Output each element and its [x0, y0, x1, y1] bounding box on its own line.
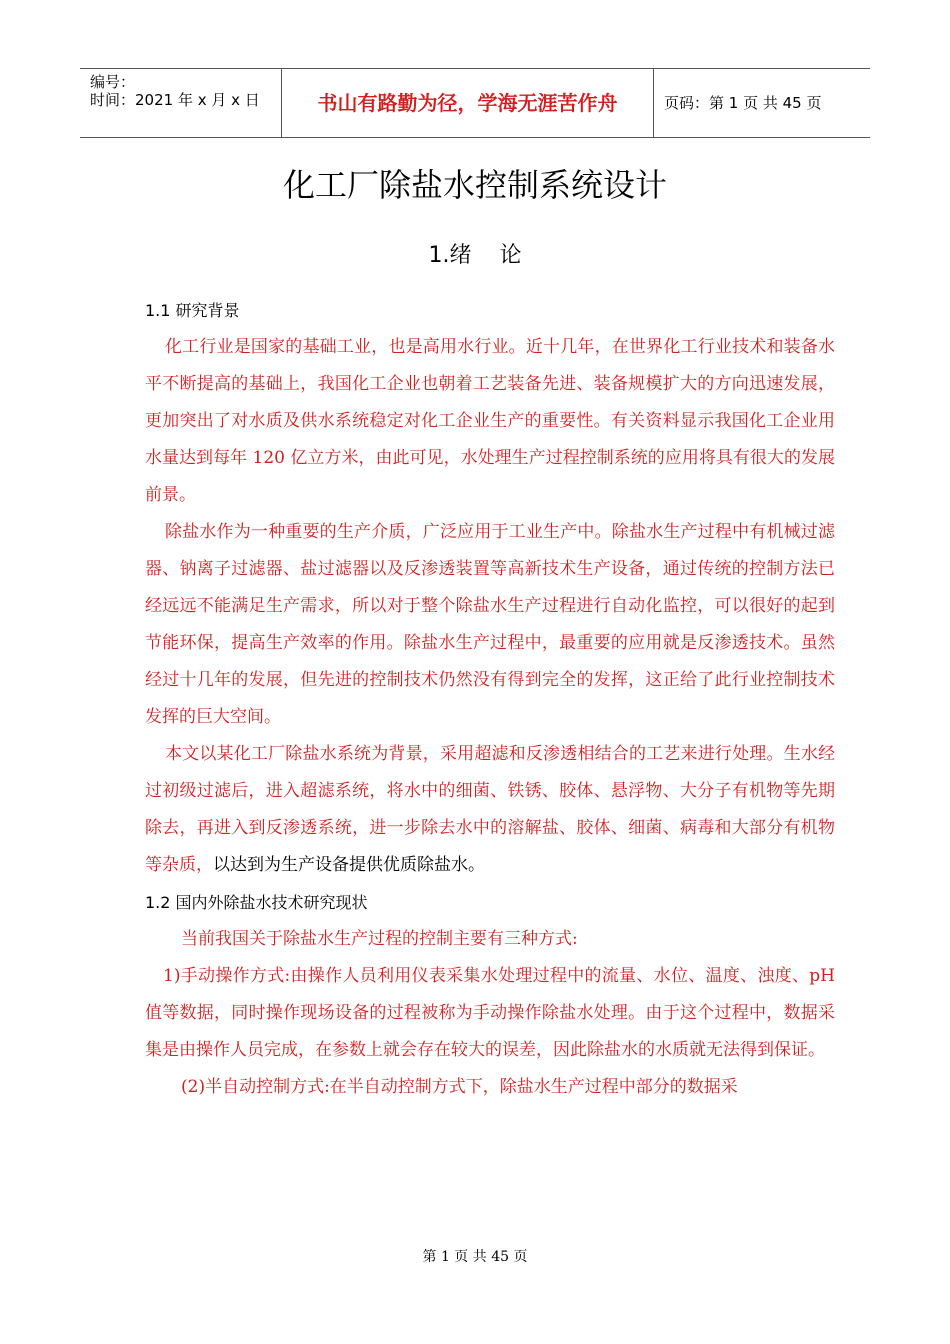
body-paragraph: (2)半自动控制方式:在半自动控制方式下，除盐水生产过程中部分的数据采: [181, 1077, 738, 1097]
body-paragraph: 化工行业是国家的基础工业，也是高用水行业。近十几年，在世界化工行业技术和装备水平不断提高的基础上，我国化工企业也朝着工艺装备先进、装备规模扩大的方向迅速发展，更加突出了对水质及供水系统稳定对化工企业生产的重要性。有关资料显示我国化工企业用水量达到每年 120 亿立方米，由此可见，水处理生产过程控制系统的应用将具有很大的发展前景。: [145, 337, 835, 505]
page-footer: 第 1 页 共 45 页: [422, 1249, 528, 1265]
document-time-label: 时间：2021 年 x 月 x 日: [90, 91, 260, 109]
body-paragraph-red-text: 本文以某化工厂除盐水系统为背景，采用超滤和反渗透相结合的工艺来进行处理。生水经过初级过滤后，进入超滤系统，将水中的细菌、铁锈、胶体、悬浮物、大分子有机物等先期除去，再进入到反渗透系统，进一步除去水中的溶解盐、胶体、细菌、病毒和大部分有机物等杂质，: [145, 744, 835, 875]
chapter-heading: 1.绪 论: [428, 243, 522, 268]
header-meta-cell: [80, 69, 282, 137]
document-number-label: 编号：: [90, 73, 136, 91]
body-paragraph: 当前我国关于除盐水生产过程的控制主要有三种方式:: [181, 929, 578, 949]
section-heading: 1.2 国内外除盐水技术研究现状: [145, 893, 368, 912]
body-paragraph: [145, 736, 835, 884]
document-title: 化工厂除盐水控制系统设计: [282, 166, 667, 204]
body-paragraph: 除盐水作为一种重要的生产介质，广泛应用于工业生产中。除盐水生产过程中有机械过滤器、钠离子过滤器、盐过滤器以及反渗透装置等高新技术生产设备，通过传统的控制方法已经远远不能满足生产需求，所以对于整个除盐水生产过程进行自动化监控，可以很好的起到节能环保，提高生产效率的作用。除盐水生产过程中，最重要的应用就是反渗透技术。虽然经过十几年的发展，但先进的控制技术仍然没有得到完全的发挥，这正给了此行业控制技术发挥的巨大空间。: [145, 522, 835, 727]
header-table: [80, 68, 870, 138]
section-heading: 1.1 研究背景: [145, 301, 240, 320]
header-page-label: 页码：第 1 页 共 45 页: [664, 94, 822, 112]
body-paragraph-black-text: 以达到为生产设备提供优质除盐水。: [213, 855, 485, 875]
body-paragraph: 1)手动操作方式:由操作人员利用仪表采集水处理过程中的流量、水位、温度、浊度、pH 值等数据，同时操作现场设备的过程被称为手动操作除盐水处理。由于这个过程中，数据采集是由操作人员完成，在参数上就会存在较大的误差，因此除盐水的水质就无法得到保证。: [145, 966, 835, 1060]
header-motto: 书山有路勤为径，学海无涯苦作舟: [282, 69, 654, 137]
document-body: [145, 292, 835, 1106]
